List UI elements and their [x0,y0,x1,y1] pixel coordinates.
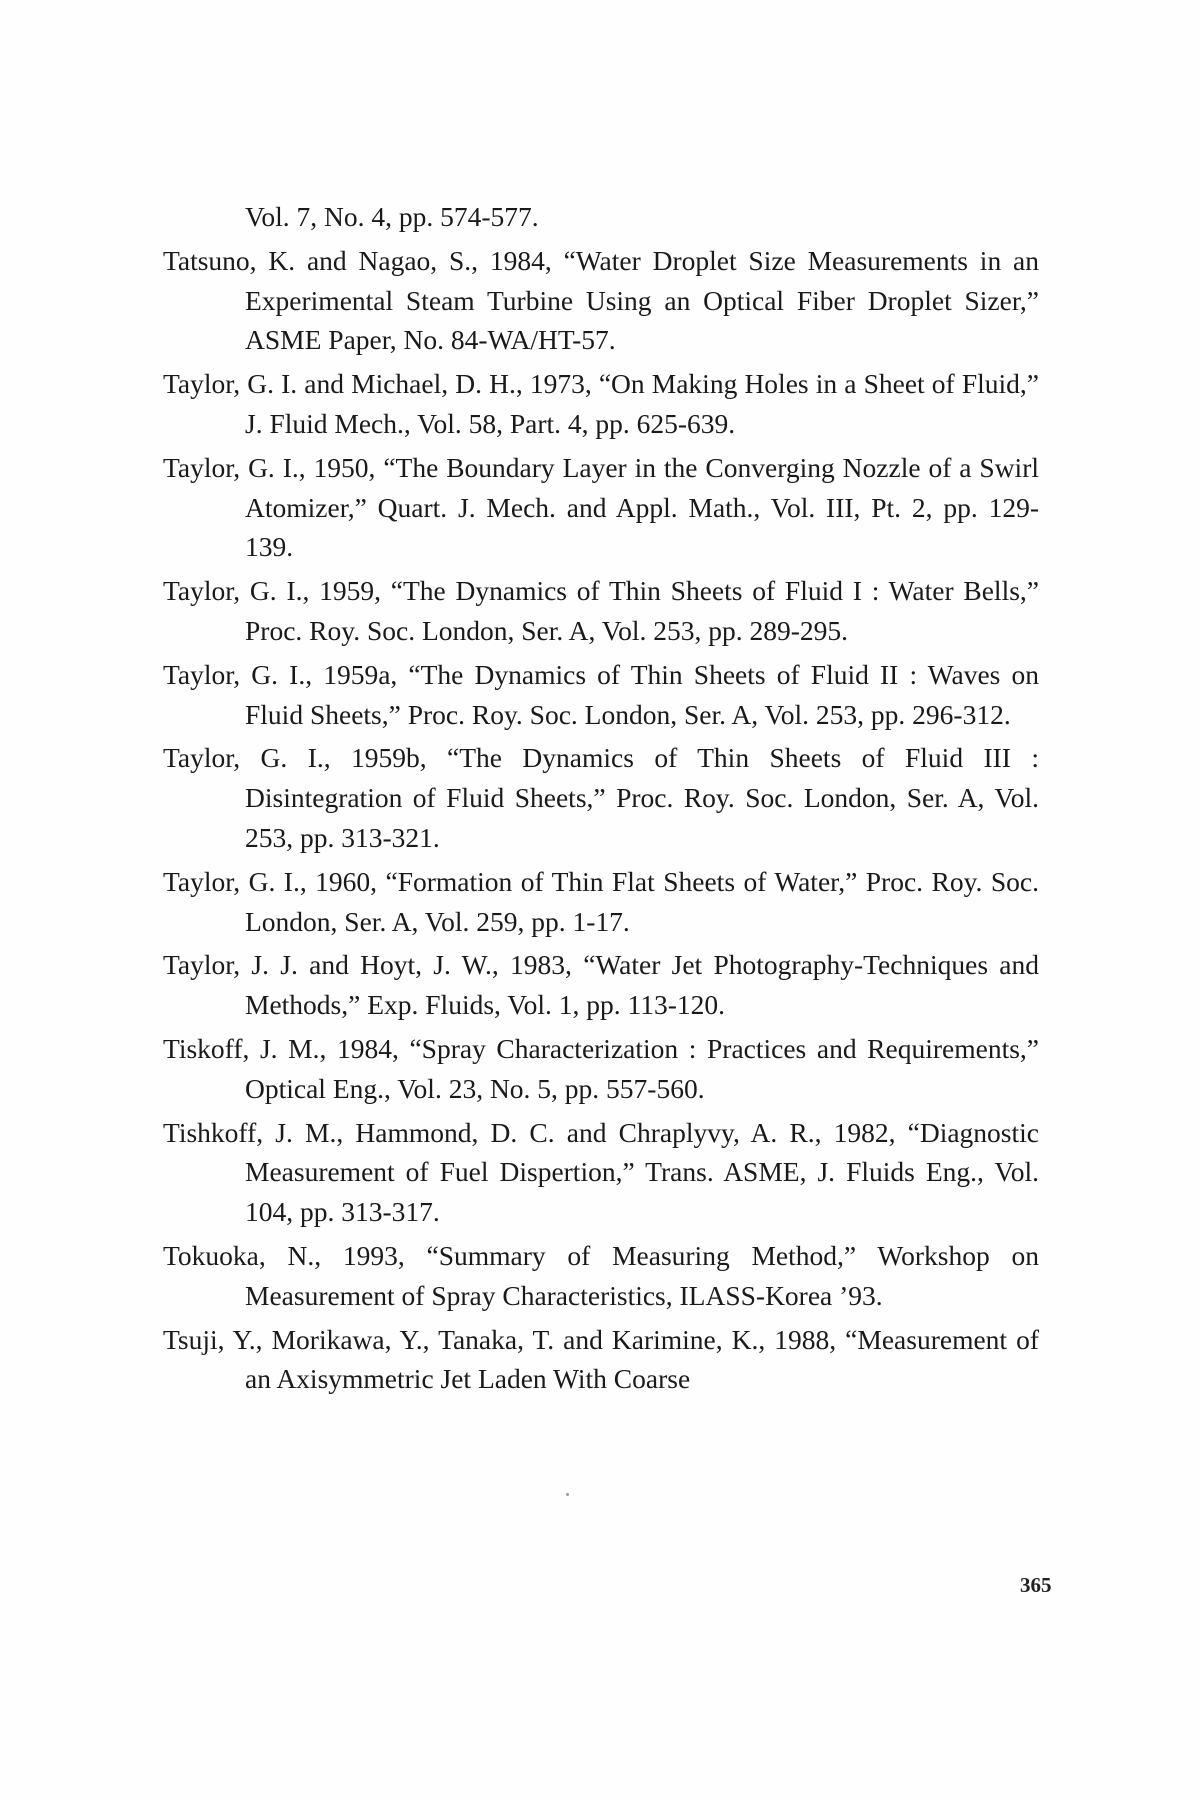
scan-speck [566,1493,569,1496]
reference-entry-tsuji-1988: Tsuji, Y., Morikawa, Y., Tanaka, T. and Karimine, K., 1988, “Measurement of an Axisymmetric Jet Laden With Coarse [163,1323,1039,1395]
reference-entry-tokuoka-1993: Tokuoka, N., 1993, “Summary of Measuring Method,” Workshop on Measurement of Spray Characteristics, ILASS-Korea ’93. [163,1239,1039,1311]
reference-entry-taylor-michael-1973: Taylor, G. I. and Michael, D. H., 1973, “On Making Holes in a Sheet of Fluid,” J. Fluid Mech., Vol. 58, Part. 4, pp. 625-639. [163,368,1039,439]
reference-entry-taylor-hoyt-1983: Taylor, J. J. and Hoyt, J. W., 1983, “Water Jet Photography-Techniques and Methods,” Exp. Fluids, Vol. 1, pp. 113-120. [163,949,1039,1021]
reference-entry-tishkoff-1982: Tishkoff, J. M., Hammond, D. C. and Chraplyvy, A. R., 1982, “Diagnostic Measurement of Fuel Dispertion,” Trans. ASME, J. Fluids Eng., Vol. 104, pp. 313-317. [163,1116,1039,1228]
reference-entry-continuation: Vol. 7, No. 4, pp. 574-577. [245,201,539,232]
reference-entry-tatsuno-1984: Tatsuno, K. and Nagao, S., 1984, “Water Droplet Size Measurements in an Experimental Steam Turbine Using an Optical Fiber Droplet Sizer,” ASME Paper, No. 84-WA/HT-57. [163,244,1039,356]
reference-entry-taylor-1950: Taylor, G. I., 1950, “The Boundary Layer in the Converging Nozzle of a Swirl Atomizer,” Quart. J. Mech. and Appl. Math., Vol. III, Pt. 2, pp. 129-139. [163,451,1039,563]
page-number: 365 [1020,1573,1052,1597]
reference-entry-taylor-1959a: Taylor, G. I., 1959a, “The Dynamics of Thin Sheets of Fluid II : Waves on Fluid Sheets,” Proc. Roy. Soc. London, Ser. A, Vol. 253, pp. 296-312. [163,658,1039,730]
reference-entry-tiskoff-1984: Tiskoff, J. M., 1984, “Spray Characterization : Practices and Requirements,” Optical Eng., Vol. 23, No. 5, pp. 557-560. [163,1032,1039,1104]
reference-list [163,197,1039,1403]
reference-entry-taylor-1960: Taylor, G. I., 1960, “Formation of Thin Flat Sheets of Water,” Proc. Roy. Soc. London, Ser. A, Vol. 259, pp. 1-17. [163,865,1039,937]
reference-entry-taylor-1959: Taylor, G. I., 1959, “The Dynamics of Thin Sheets of Fluid I : Water Bells,” Proc. Roy. Soc. London, Ser. A, Vol. 253, pp. 289-295. [163,575,1039,646]
reference-entry-taylor-1959b: Taylor, G. I., 1959b, “The Dynamics of Thin Sheets of Fluid III : Disintegration of Fluid Sheets,” Proc. Roy. Soc. London, Ser. A, Vol. 253, pp. 313-321. [163,742,1039,853]
